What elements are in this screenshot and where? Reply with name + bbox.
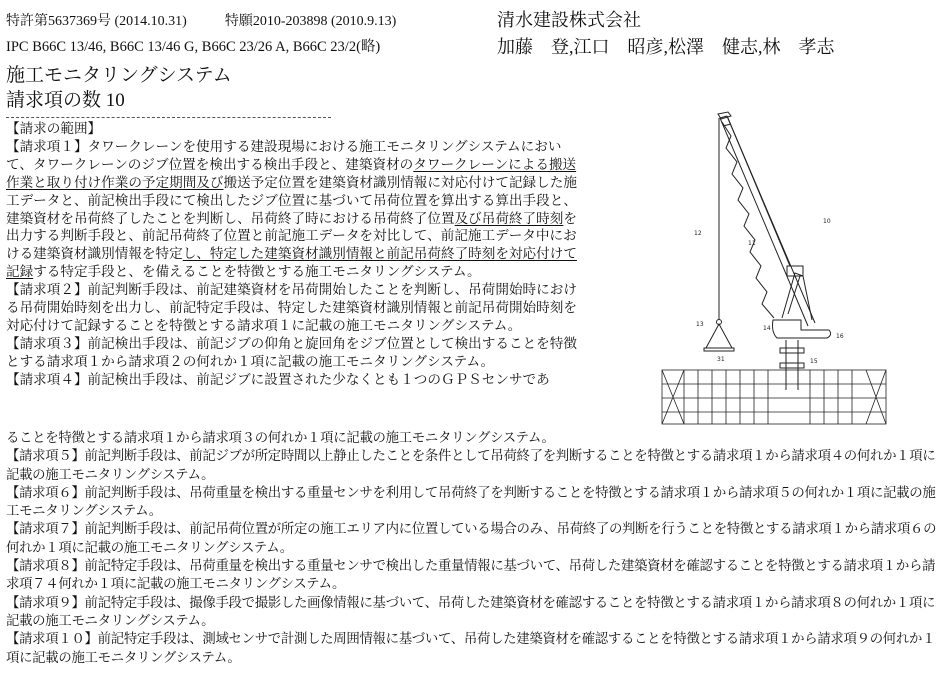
- jib-tip: [718, 112, 731, 119]
- claim-text: する特定手段と、を備えることを特徴とする施工モニタリングシステム。: [33, 264, 481, 281]
- claim-underline: し、特定した建築資材識別情報と前記吊荷終了時刻を対応付けて記録: [6, 246, 577, 281]
- claim-underline: タワークレーンによる搬送作業と取り付け作業の予定期間及び: [6, 156, 577, 191]
- label-mast: 15: [810, 358, 818, 365]
- jib: [720, 116, 815, 326]
- claims-continued: [6, 430, 944, 668]
- label-load: 31: [717, 356, 725, 363]
- label-wire: 12: [694, 230, 702, 237]
- claim-7: 【請求項７】前記判断手段は、前記吊荷位置が所定の施工エリア内に位置している場合のみ、吊荷終了の判断を行うことを特徴とする請求項１から請求項６の何れか１項に記載の施工モニタリングシステム。: [6, 522, 937, 556]
- claim-2: 【請求項２】前記判断手段は、前記建築資材を吊荷開始したことを判断し、吊荷開始時における吊荷開始時刻を出力し、前記特定手段は、特定した建築資材識別情報と前記吊荷開始時刻を対応付けて記録することを特徴とする請求項１に記載の施工モニタリングシステム。: [6, 282, 577, 334]
- claims-heading: 【請求の範囲】: [6, 121, 102, 137]
- application-number: 特願2010-203898 (2010.9.13): [224, 14, 397, 29]
- claim-8: 【請求項８】前記特定手段は、吊荷重量を検出する重量センサで検出した重量情報に基づいて、吊荷した建築資材を確認することを特徴とする請求項１から請求項７４何れか１項に記載の施工モニタリングシステム。: [6, 559, 936, 593]
- claim-text: 搬送予定位置を建築資材識別情報に対応付けて記録した施工データと、前記検出手段にて検出したジブ位置に基づいて吊荷位置を算出する算出手段と、建築資材を吊荷終了したことを判断し、吊荷終了時における吊荷終了位置: [6, 174, 577, 227]
- invention-title: 施工モニタリングシステム: [6, 65, 232, 86]
- claim-6: 【請求項６】前記判断手段は、吊荷重量を検出する重量センサを利用して吊荷終了を判断することを特徴とする請求項１から請求項５の何れか１項に記載の施工モニタリングシステム。: [6, 485, 936, 520]
- claim-4-start: 【請求項４】前記検出手段は、前記ジブに設置された少なくとも１つのＧＰＳセンサであ: [6, 371, 550, 388]
- claim-9: 【請求項９】前記特定手段は、撮像手段で撮影した画像情報に基づいて、吊荷した建築資材を確認することを特徴とする請求項１から請求項８の何れか１項に記載の施工モニタリングシステム。: [6, 595, 936, 629]
- claims-column: [6, 121, 586, 390]
- building-frame: [662, 370, 886, 424]
- claim-3: 【請求項３】前記検出手段は、前記ジブの仰角と旋回角をジブ位置として検出することを特徴とする請求項１から請求項２の何れか１項に記載の施工モニタリングシステム。: [6, 335, 577, 370]
- claim-1: [6, 139, 586, 282]
- claim-10: 【請求項１０】前記特定手段は、測域センサで計測した周囲情報に基づいて、吊荷した建築資材を確認することを特徴とする請求項１から請求項９の何れか１項に記載の施工モニタリングシステム。: [6, 632, 936, 666]
- patent-number: 特許第5637369号 (2014.10.31): [6, 14, 187, 29]
- label-crane: 10: [823, 218, 831, 225]
- claim-count: 請求項の数 10: [6, 90, 125, 111]
- claim-5: 【請求項５】前記判断手段は、前記ジブが所定時間以上静止したことを条件として吊荷終了を判断することを特徴とする請求項１から請求項４の何れか１項に記載の施工モニタリングシステム。: [6, 449, 936, 483]
- label-jib: 11: [748, 240, 756, 247]
- label-cab: 14: [763, 325, 771, 332]
- claim-4-end: ることを特徴とする請求項１から請求項３の何れか１項に記載の施工モニタリングシステム。: [6, 431, 555, 446]
- mast: [780, 340, 804, 390]
- applicant: 清水建設株式会社: [497, 10, 641, 30]
- patent-numbers: [6, 10, 396, 30]
- label-counter: 16: [836, 333, 844, 340]
- cab: [773, 320, 831, 338]
- label-hook: 13: [696, 321, 704, 328]
- tower-crane-figure: [660, 108, 890, 428]
- claim-underline: 及び吊荷終了時刻: [454, 210, 564, 227]
- claim-text: を出力する判断手段と、前記吊荷終了位置と前記施工データを対比して、前記施工データ中における建築資材識別情報を特定: [6, 210, 577, 263]
- load: [704, 324, 734, 351]
- ipc-classification: IPC B66C 13/46, B66C 13/46 G, B66C 23/26 A, B66C 23/2(略): [6, 39, 381, 55]
- divider: [6, 117, 331, 118]
- inventors: 加藤 登,江口 昭彦,松澤 健志,林 孝志: [497, 37, 835, 57]
- claim-text: 【請求項１】タワークレーンを使用する建設現場における施工モニタリングシステムにおいて、タワークレーンのジブ位置を検出する検出手段と、建築資材の: [6, 138, 562, 173]
